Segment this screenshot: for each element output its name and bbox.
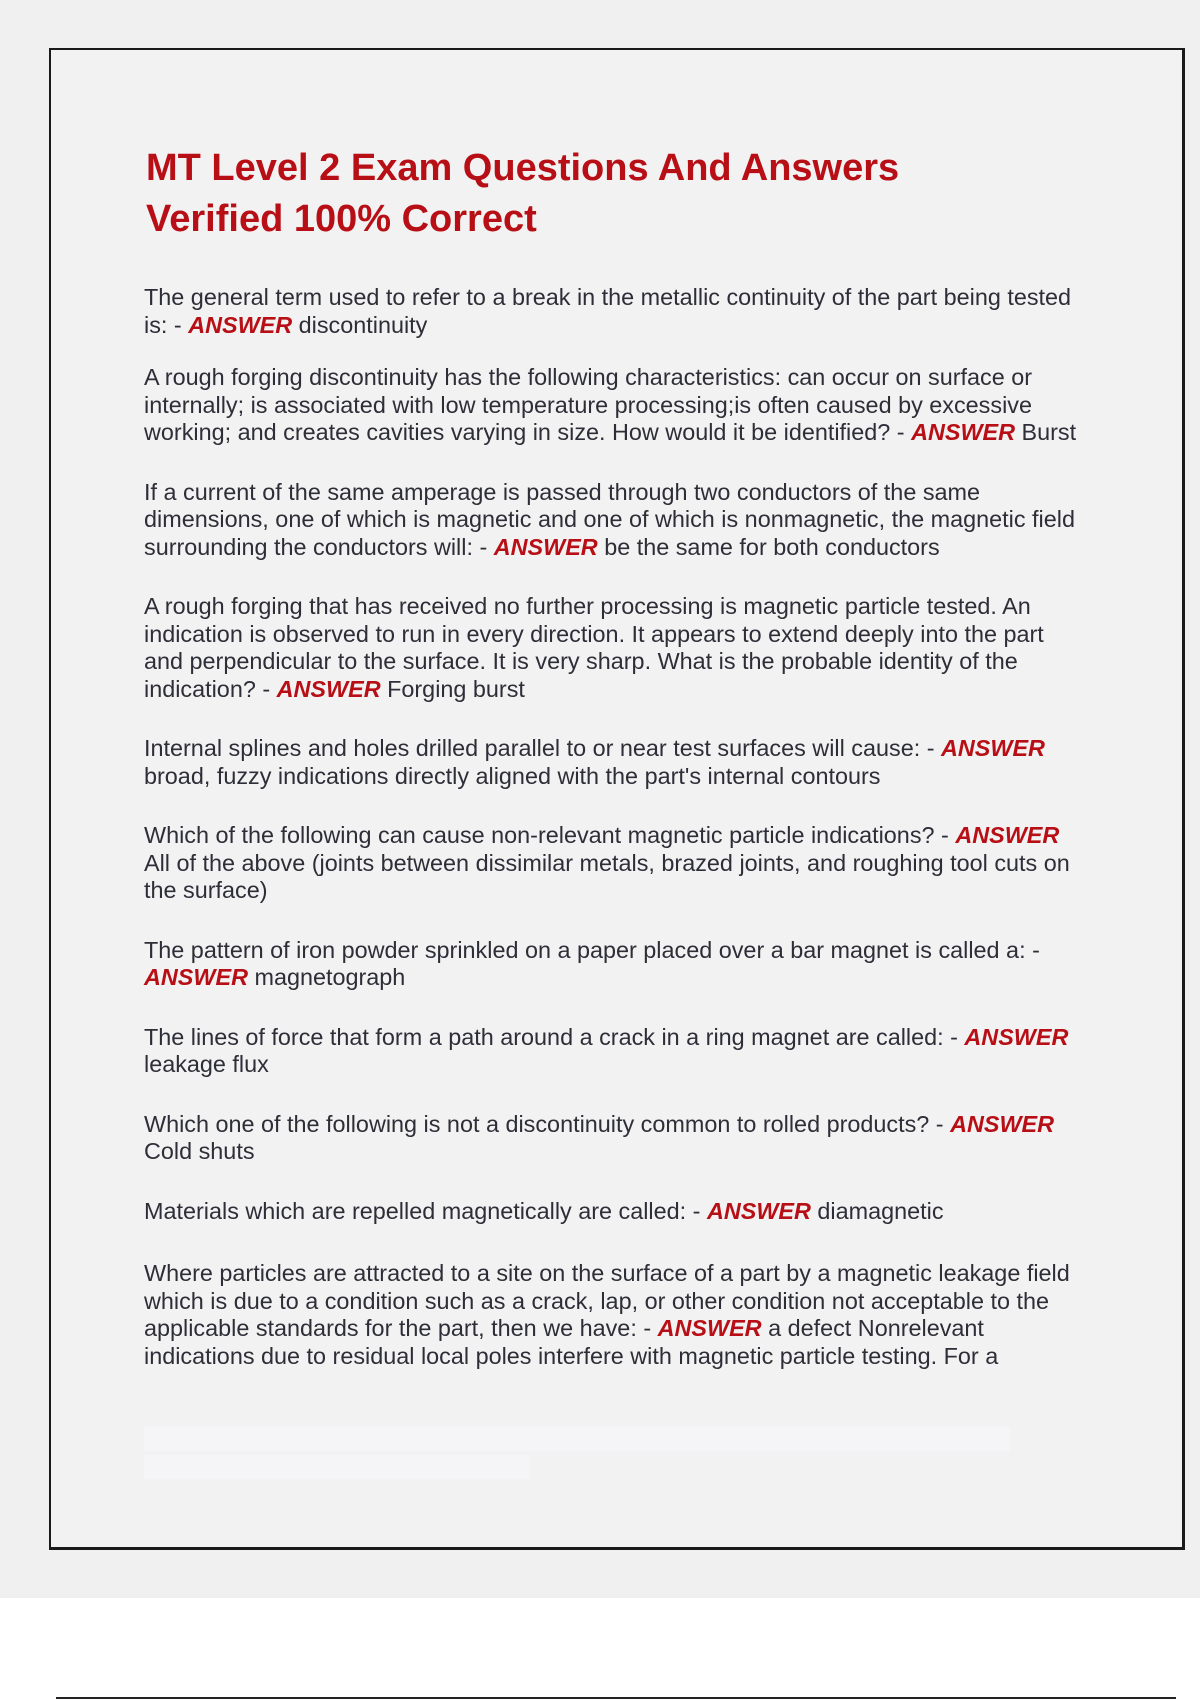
question-text: If a current of the same amperage is passed through two conductors of the same dimensions, one of which is magnetic and one of which is nonmagnetic, the magnetic field surrounding the conductors will: - xyxy=(144,478,1075,560)
question-text: The general term used to refer to a break in the metallic continuity of the part being tested is: - xyxy=(144,284,1072,338)
qa-item-11 xyxy=(144,1260,1089,1370)
answer-label: ANSWER xyxy=(657,1315,762,1341)
question-text: Which of the following can cause non-relevant magnetic particle indications? - xyxy=(144,822,956,848)
title-line-2: Verified 100% Correct xyxy=(146,198,537,240)
qa-item-6 xyxy=(144,822,1089,905)
question-text: Materials which are repelled magnetically are called: - xyxy=(144,1197,707,1224)
qa-item-1 xyxy=(144,284,1089,339)
question-text: Internal splines and holes drilled parallel to or near test surfaces will cause: - xyxy=(144,735,941,761)
qa-item-7 xyxy=(144,937,1089,992)
answer-label: ANSWER xyxy=(706,1197,811,1224)
blurred-text-line xyxy=(144,1455,530,1479)
answer-text: Burst xyxy=(1021,419,1077,445)
answer-text: Forging burst xyxy=(387,675,525,702)
answer-text: broad, fuzzy indications directly aligned with the part's internal contours xyxy=(144,762,881,789)
qa-item-5 xyxy=(144,735,1089,790)
qa-list xyxy=(144,284,1089,1370)
question-text: A rough forging discontinuity has the following characteristics: can occur on surface or internally; is associated with low temperature processing;is often caused by excessive working; and creates cavities varying in size. How would it be identified? - xyxy=(144,364,1033,445)
question-text: Which one of the following is not a discontinuity common to rolled products? - xyxy=(144,1110,951,1137)
answer-label: ANSWER xyxy=(276,675,381,702)
blurred-text-line xyxy=(144,1427,1010,1451)
answer-label: ANSWER xyxy=(950,1110,1055,1137)
qa-item-2 xyxy=(144,364,1089,447)
qa-item-9 xyxy=(144,1111,1089,1166)
answer-label: ANSWER xyxy=(911,419,1016,445)
question-text: Where particles are attracted to a site on the surface of a part by a magnetic leakage field which is due to a condition such as a crack, lap, or other condition not acceptable to the applicable standards for the part, then we have: - xyxy=(144,1260,1070,1341)
question-text: A rough forging that has received no further processing is magnetic particle tested. An indication is observed to run in every direction. It appears to extend deeply into the part and perpendicular to the surface. It is very sharp. What is the probable identity of the indication? - xyxy=(144,593,1044,702)
qa-item-10 xyxy=(144,1198,1089,1226)
answer-label: ANSWER xyxy=(144,964,248,990)
qa-item-3 xyxy=(144,479,1089,562)
answer-text: discontinuity xyxy=(298,311,428,338)
answer-label: ANSWER xyxy=(493,533,598,560)
question-text: The lines of force that form a path around a crack in a ring magnet are called: - xyxy=(144,1023,965,1050)
answer-label: ANSWER xyxy=(940,735,1045,761)
document-title xyxy=(146,143,1046,245)
answer-text: diamagnetic xyxy=(817,1197,944,1224)
question-text: The pattern of iron powder sprinkled on a paper placed over a bar magnet is called a: - xyxy=(144,936,1040,963)
answer-text: Cold shuts xyxy=(144,1138,255,1164)
qa-item-8 xyxy=(144,1024,1089,1079)
answer-text: magnetograph xyxy=(254,964,406,990)
answer-text: be the same for both conductors xyxy=(604,533,940,560)
qa-item-4 xyxy=(144,593,1089,703)
answer-text: All of the above (joints between dissimilar metals, brazed joints, and roughing tool cuts on the surface) xyxy=(144,849,1070,903)
answer-label: ANSWER xyxy=(188,311,293,338)
answer-label: ANSWER xyxy=(955,822,1060,848)
next-page-divider xyxy=(56,1697,1176,1699)
title-line-1: MT Level 2 Exam Questions And Answers xyxy=(146,147,900,189)
answer-text: a defect Nonrelevant indications due to residual local poles interfere with magnetic particle testing. For a xyxy=(144,1315,999,1369)
answer-label: ANSWER xyxy=(964,1023,1069,1050)
answer-text: leakage flux xyxy=(144,1051,269,1077)
